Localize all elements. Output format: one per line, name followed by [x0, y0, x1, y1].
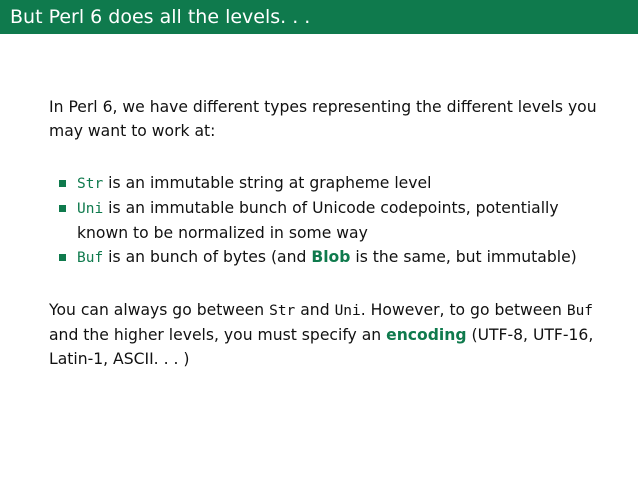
bullet-item-uni [77, 196, 609, 245]
bullet-list [49, 171, 609, 270]
closing-paragraph [49, 298, 609, 371]
closing-text-2: and [295, 301, 335, 319]
closing-code-uni: Uni [334, 303, 361, 319]
slide-content [49, 95, 609, 371]
square-bullet-icon [59, 254, 66, 261]
bullet-text-buf-after: is the same, but immutable) [350, 248, 577, 266]
closing-code-str: Str [269, 303, 296, 319]
type-name-str: Str [77, 176, 104, 192]
type-name-uni: Uni [77, 201, 104, 217]
bullet-text-str: is an immutable string at grapheme level [103, 174, 432, 192]
bullet-text-uni: is an immutable bunch of Unicode codepoints, potentially known to be normalized in some way [77, 199, 559, 242]
closing-text-1: You can always go between [49, 301, 270, 319]
closing-code-buf: Buf [566, 303, 594, 319]
type-name-buf: Buf [77, 250, 104, 266]
bullet-text-buf-before: is an bunch of bytes (and [103, 248, 312, 266]
type-name-blob: Blob [311, 248, 351, 266]
slide-title-bar [0, 0, 638, 34]
closing-text-3: . However, to go between [360, 301, 567, 319]
slide-title: But Perl 6 does all the levels. . . [10, 6, 311, 28]
square-bullet-icon [59, 205, 66, 212]
encoding-term: encoding [386, 326, 467, 344]
closing-text-4: and the higher levels, you must specify an [49, 326, 387, 344]
bullet-item-str [77, 171, 609, 196]
closing-text-5: (UTF-8, UTF-16, Latin-1, ASCII. . . ) [49, 326, 594, 368]
bullet-item-buf [77, 245, 609, 270]
square-bullet-icon [59, 180, 66, 187]
intro-paragraph: In Perl 6, we have different types representing the different levels you may want to work at: [49, 98, 597, 140]
